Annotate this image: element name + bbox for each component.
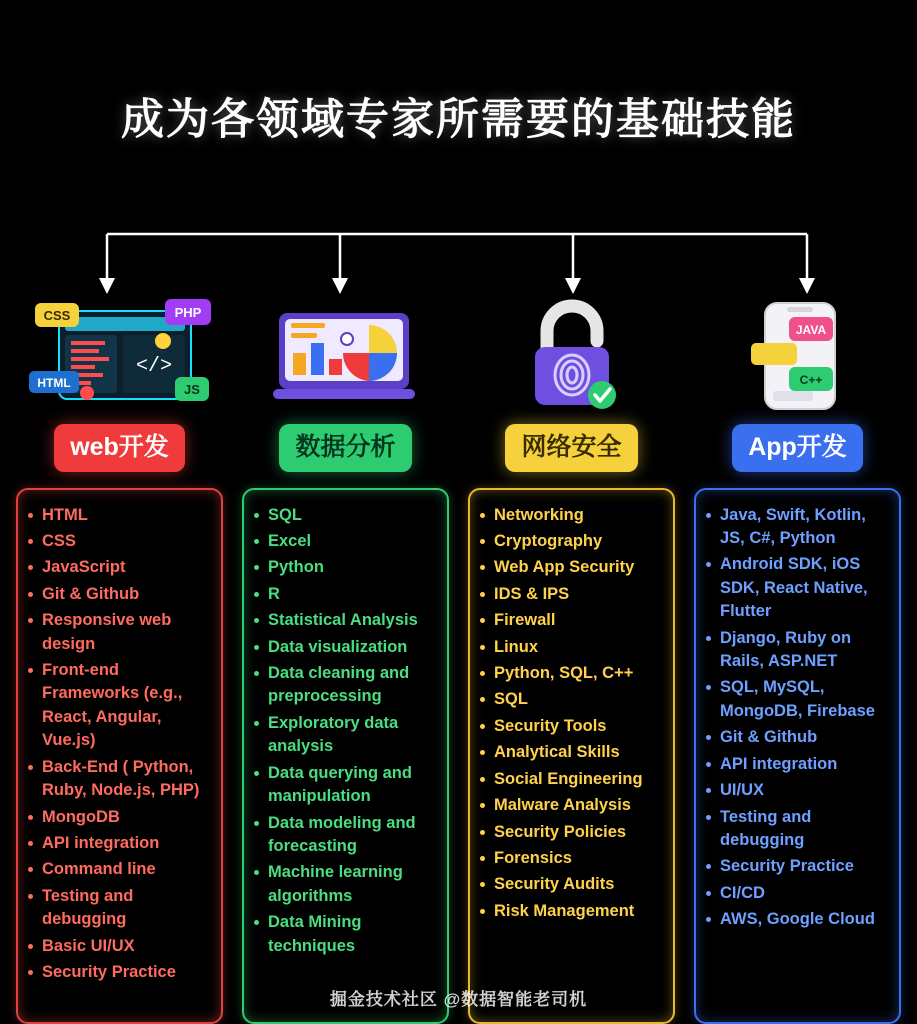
- analytics-dashboard-icon: [242, 292, 449, 418]
- list-item: SQL: [476, 688, 663, 711]
- list-item: Command line: [24, 858, 211, 881]
- list-item: Python: [250, 556, 437, 579]
- list-item: Git & Github: [702, 726, 889, 749]
- column-app: [694, 292, 901, 1024]
- svg-text:HTML: HTML: [36, 376, 71, 390]
- list-item: Analytical Skills: [476, 741, 663, 764]
- list-item: SQL, MySQL, MongoDB, Firebase: [702, 676, 889, 723]
- list-item: Security Tools: [476, 715, 663, 738]
- code-editor-icon: [16, 292, 223, 418]
- list-item: Security Policies: [476, 821, 663, 844]
- list-item: Forensics: [476, 847, 663, 870]
- skills-box-data: [242, 488, 449, 1024]
- list-item: Responsive web design: [24, 609, 211, 656]
- skills-box-security: [468, 488, 675, 1024]
- list-item: Testing and debugging: [24, 885, 211, 932]
- list-item: Data modeling and forecasting: [250, 812, 437, 859]
- watermark: 掘金技术社区 @数据智能老司机: [329, 990, 588, 1009]
- list-item: Security Practice: [24, 961, 211, 984]
- list-item: HTML: [24, 504, 211, 527]
- skills-list-data: [250, 504, 437, 959]
- category-pill-security[interactable]: 网络安全: [505, 424, 637, 472]
- list-item: IDS & IPS: [476, 583, 663, 606]
- skills-box-web: [16, 488, 223, 1024]
- list-item: API integration: [702, 753, 889, 776]
- skills-list-web: [24, 504, 211, 985]
- list-item: Networking: [476, 504, 663, 527]
- list-item: Java, Swift, Kotlin, JS, C#, Python: [702, 504, 889, 551]
- list-item: AWS, Google Cloud: [702, 908, 889, 931]
- column-web: [16, 292, 223, 1024]
- svg-text:JS: JS: [183, 382, 200, 397]
- smartphone-icon: [694, 292, 901, 418]
- svg-text:JAVA: JAVA: [795, 323, 826, 337]
- category-pill-web[interactable]: web开发: [54, 424, 185, 472]
- list-item: Malware Analysis: [476, 794, 663, 817]
- skills-box-app: [694, 488, 901, 1024]
- padlock-fingerprint-icon: [468, 292, 675, 418]
- list-item: Linux: [476, 636, 663, 659]
- list-item: Web App Security: [476, 556, 663, 579]
- list-item: Security Audits: [476, 873, 663, 896]
- list-item: Firewall: [476, 609, 663, 632]
- list-item: Security Practice: [702, 855, 889, 878]
- list-item: Exploratory data analysis: [250, 712, 437, 759]
- list-item: Social Engineering: [476, 768, 663, 791]
- column-security: [468, 292, 675, 1024]
- category-pill-data[interactable]: 数据分析: [279, 424, 411, 472]
- list-item: Excel: [250, 530, 437, 553]
- skills-list-app: [702, 504, 889, 932]
- list-item: Data Mining techniques: [250, 911, 437, 958]
- svg-text:C++: C++: [799, 373, 822, 387]
- list-item: Basic UI/UX: [24, 935, 211, 958]
- skills-list-security: [476, 504, 663, 924]
- list-item: Data querying and manipulation: [250, 762, 437, 809]
- list-item: Android SDK, iOS SDK, React Native, Flutter: [702, 553, 889, 623]
- list-item: Cryptography: [476, 530, 663, 553]
- list-item: Git & Github: [24, 583, 211, 606]
- svg-text:PHP: PHP: [174, 305, 201, 320]
- list-item: Risk Management: [476, 900, 663, 923]
- svg-text:CSS: CSS: [43, 308, 70, 323]
- list-item: R: [250, 583, 437, 606]
- category-pill-app[interactable]: App开发: [732, 424, 863, 472]
- list-item: SQL: [250, 504, 437, 527]
- list-item: Django, Ruby on Rails, ASP.NET: [702, 627, 889, 674]
- column-data: [242, 292, 449, 1024]
- list-item: Data cleaning and preprocessing: [250, 662, 437, 709]
- category-columns: [0, 292, 917, 1024]
- list-item: CSS: [24, 530, 211, 553]
- svg-text:</>: </>: [135, 355, 172, 378]
- list-item: CI/CD: [702, 882, 889, 905]
- list-item: Data visualization: [250, 636, 437, 659]
- list-item: JavaScript: [24, 556, 211, 579]
- list-item: MongoDB: [24, 806, 211, 829]
- list-item: Back-End ( Python, Ruby, Node.js, PHP): [24, 756, 211, 803]
- list-item: Python, SQL, C++: [476, 662, 663, 685]
- list-item: Statistical Analysis: [250, 609, 437, 632]
- page-title: 成为各领域专家所需要的基础技能: [121, 96, 796, 144]
- list-item: Testing and debugging: [702, 806, 889, 853]
- list-item: Machine learning algorithms: [250, 861, 437, 908]
- list-item: API integration: [24, 832, 211, 855]
- list-item: UI/UX: [702, 779, 889, 802]
- list-item: Front-end Frameworks (e.g., React, Angular, Vue.js): [24, 659, 211, 753]
